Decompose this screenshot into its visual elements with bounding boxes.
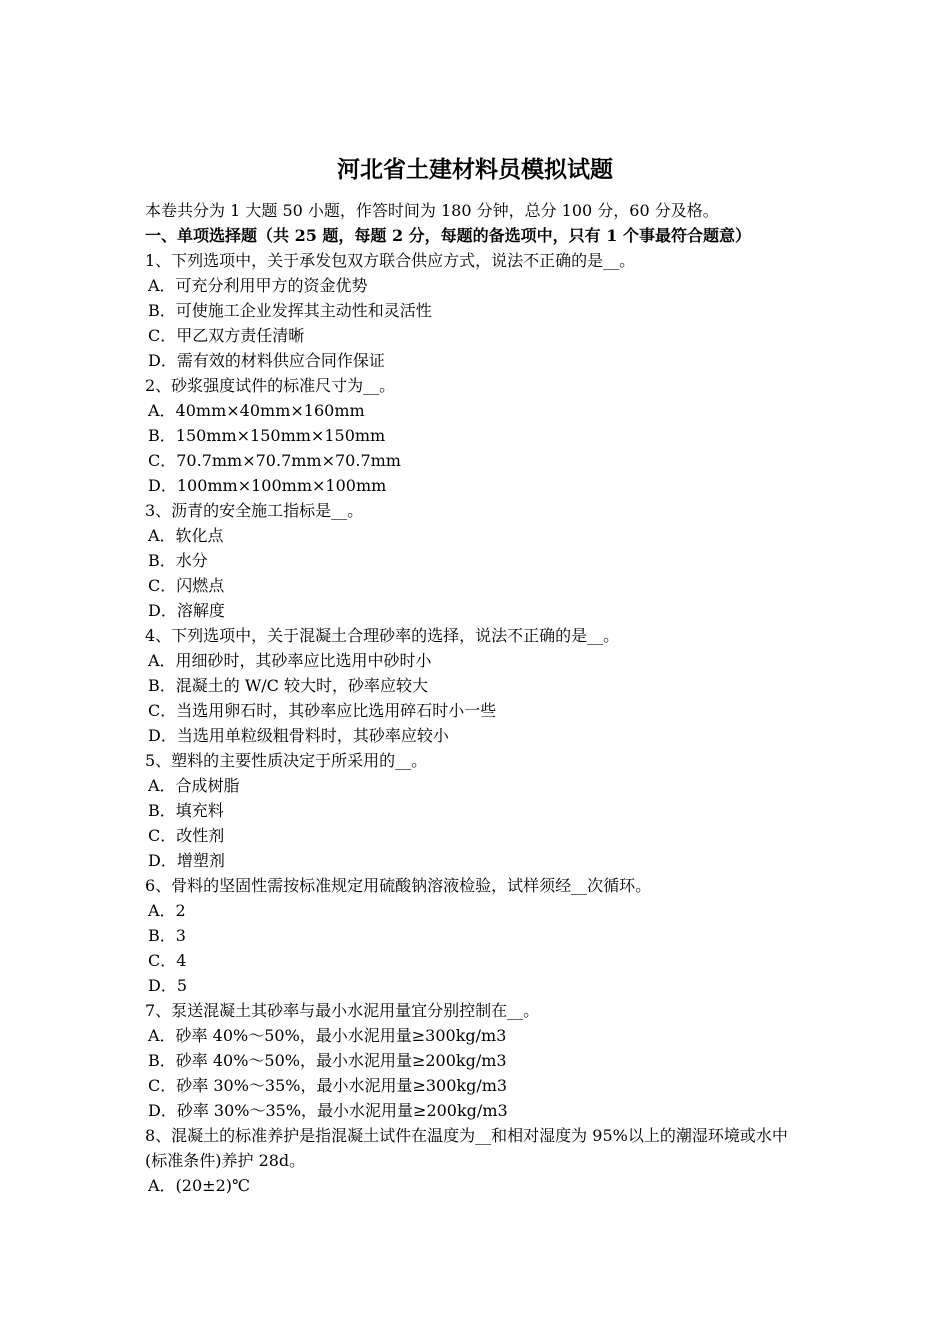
- question-stem: 6、骨料的坚固性需按标准规定用硫酸钠溶液检验，试样须经__次循环。: [145, 876, 652, 895]
- answer-option: D．溶解度: [148, 601, 225, 620]
- answer-option: A．(20±2)℃: [148, 1176, 250, 1195]
- question-stem: 3、沥青的安全施工指标是__。: [145, 501, 364, 520]
- answer-option: A．砂率 40%～50%，最小水泥用量≥300kg/m3: [148, 1026, 507, 1045]
- document-body: [145, 198, 810, 1198]
- answer-option: A．软化点: [148, 526, 224, 545]
- answer-option: C．当选用卵石时，其砂率应比选用碎石时小一些: [148, 701, 497, 720]
- question-stem: 8、混凝土的标准养护是指混凝土试件在温度为__和相对湿度为 95%以上的潮湿环境或水中(标准条件)养护 28d。: [145, 1126, 788, 1170]
- answer-option: C．改性剂: [148, 826, 225, 845]
- question-stem: 1、下列选项中，关于承发包双方联合供应方式，说法不正确的是__。: [145, 251, 636, 270]
- answer-option: D．砂率 30%～35%，最小水泥用量≥200kg/m3: [148, 1101, 508, 1120]
- answer-option: C．砂率 30%～35%，最小水泥用量≥300kg/m3: [148, 1076, 508, 1095]
- answer-option: B．150mm×150mm×150mm: [148, 426, 386, 445]
- answer-option: A．可充分利用甲方的资金优势: [148, 276, 368, 295]
- answer-option: D．5: [148, 976, 188, 995]
- question-stem: 2、砂浆强度试件的标准尺寸为__。: [145, 376, 396, 395]
- question-list: [145, 248, 810, 1198]
- answer-option: A．40mm×40mm×160mm: [148, 401, 365, 420]
- answer-option: B．水分: [148, 551, 208, 570]
- answer-option: B．砂率 40%～50%，最小水泥用量≥200kg/m3: [148, 1051, 507, 1070]
- exam-intro: 本卷共分为 1 大题 50 小题，作答时间为 180 分钟，总分 100 分，60 分及格。: [145, 201, 719, 220]
- question-stem: 7、泵送混凝土其砂率与最小水泥用量宜分别控制在__。: [145, 1001, 540, 1020]
- answer-option: D．当选用单粒级粗骨料时，其砂率应较小: [148, 726, 449, 745]
- answer-option: C．闪燃点: [148, 576, 225, 595]
- answer-option: D．需有效的材料供应合同作保证: [148, 351, 385, 370]
- section-heading: 一、单项选择题（共 25 题，每题 2 分，每题的备选项中，只有 1 个事最符合题意）: [145, 226, 751, 245]
- answer-option: C．甲乙双方责任清晰: [148, 326, 305, 345]
- answer-option: C．4: [148, 951, 187, 970]
- answer-option: B．混凝土的 W/C 较大时，砂率应较大: [148, 676, 429, 695]
- question-stem: 4、下列选项中，关于混凝土合理砂率的选择，说法不正确的是__。: [145, 626, 620, 645]
- answer-option: D．100mm×100mm×100mm: [148, 476, 387, 495]
- document-title: 河北省土建材料员模拟试题: [337, 156, 613, 183]
- answer-option: A．2: [148, 901, 186, 920]
- question-stem: 5、塑料的主要性质决定于所采用的__。: [145, 751, 428, 770]
- answer-option: D．增塑剂: [148, 851, 225, 870]
- answer-option: C．70.7mm×70.7mm×70.7mm: [148, 451, 401, 470]
- answer-option: B．可使施工企业发挥其主动性和灵活性: [148, 301, 432, 320]
- answer-option: A．合成树脂: [148, 776, 240, 795]
- answer-option: A．用细砂时，其砂率应比选用中砂时小: [148, 651, 432, 670]
- answer-option: B．填充料: [148, 801, 224, 820]
- answer-option: B．3: [148, 926, 186, 945]
